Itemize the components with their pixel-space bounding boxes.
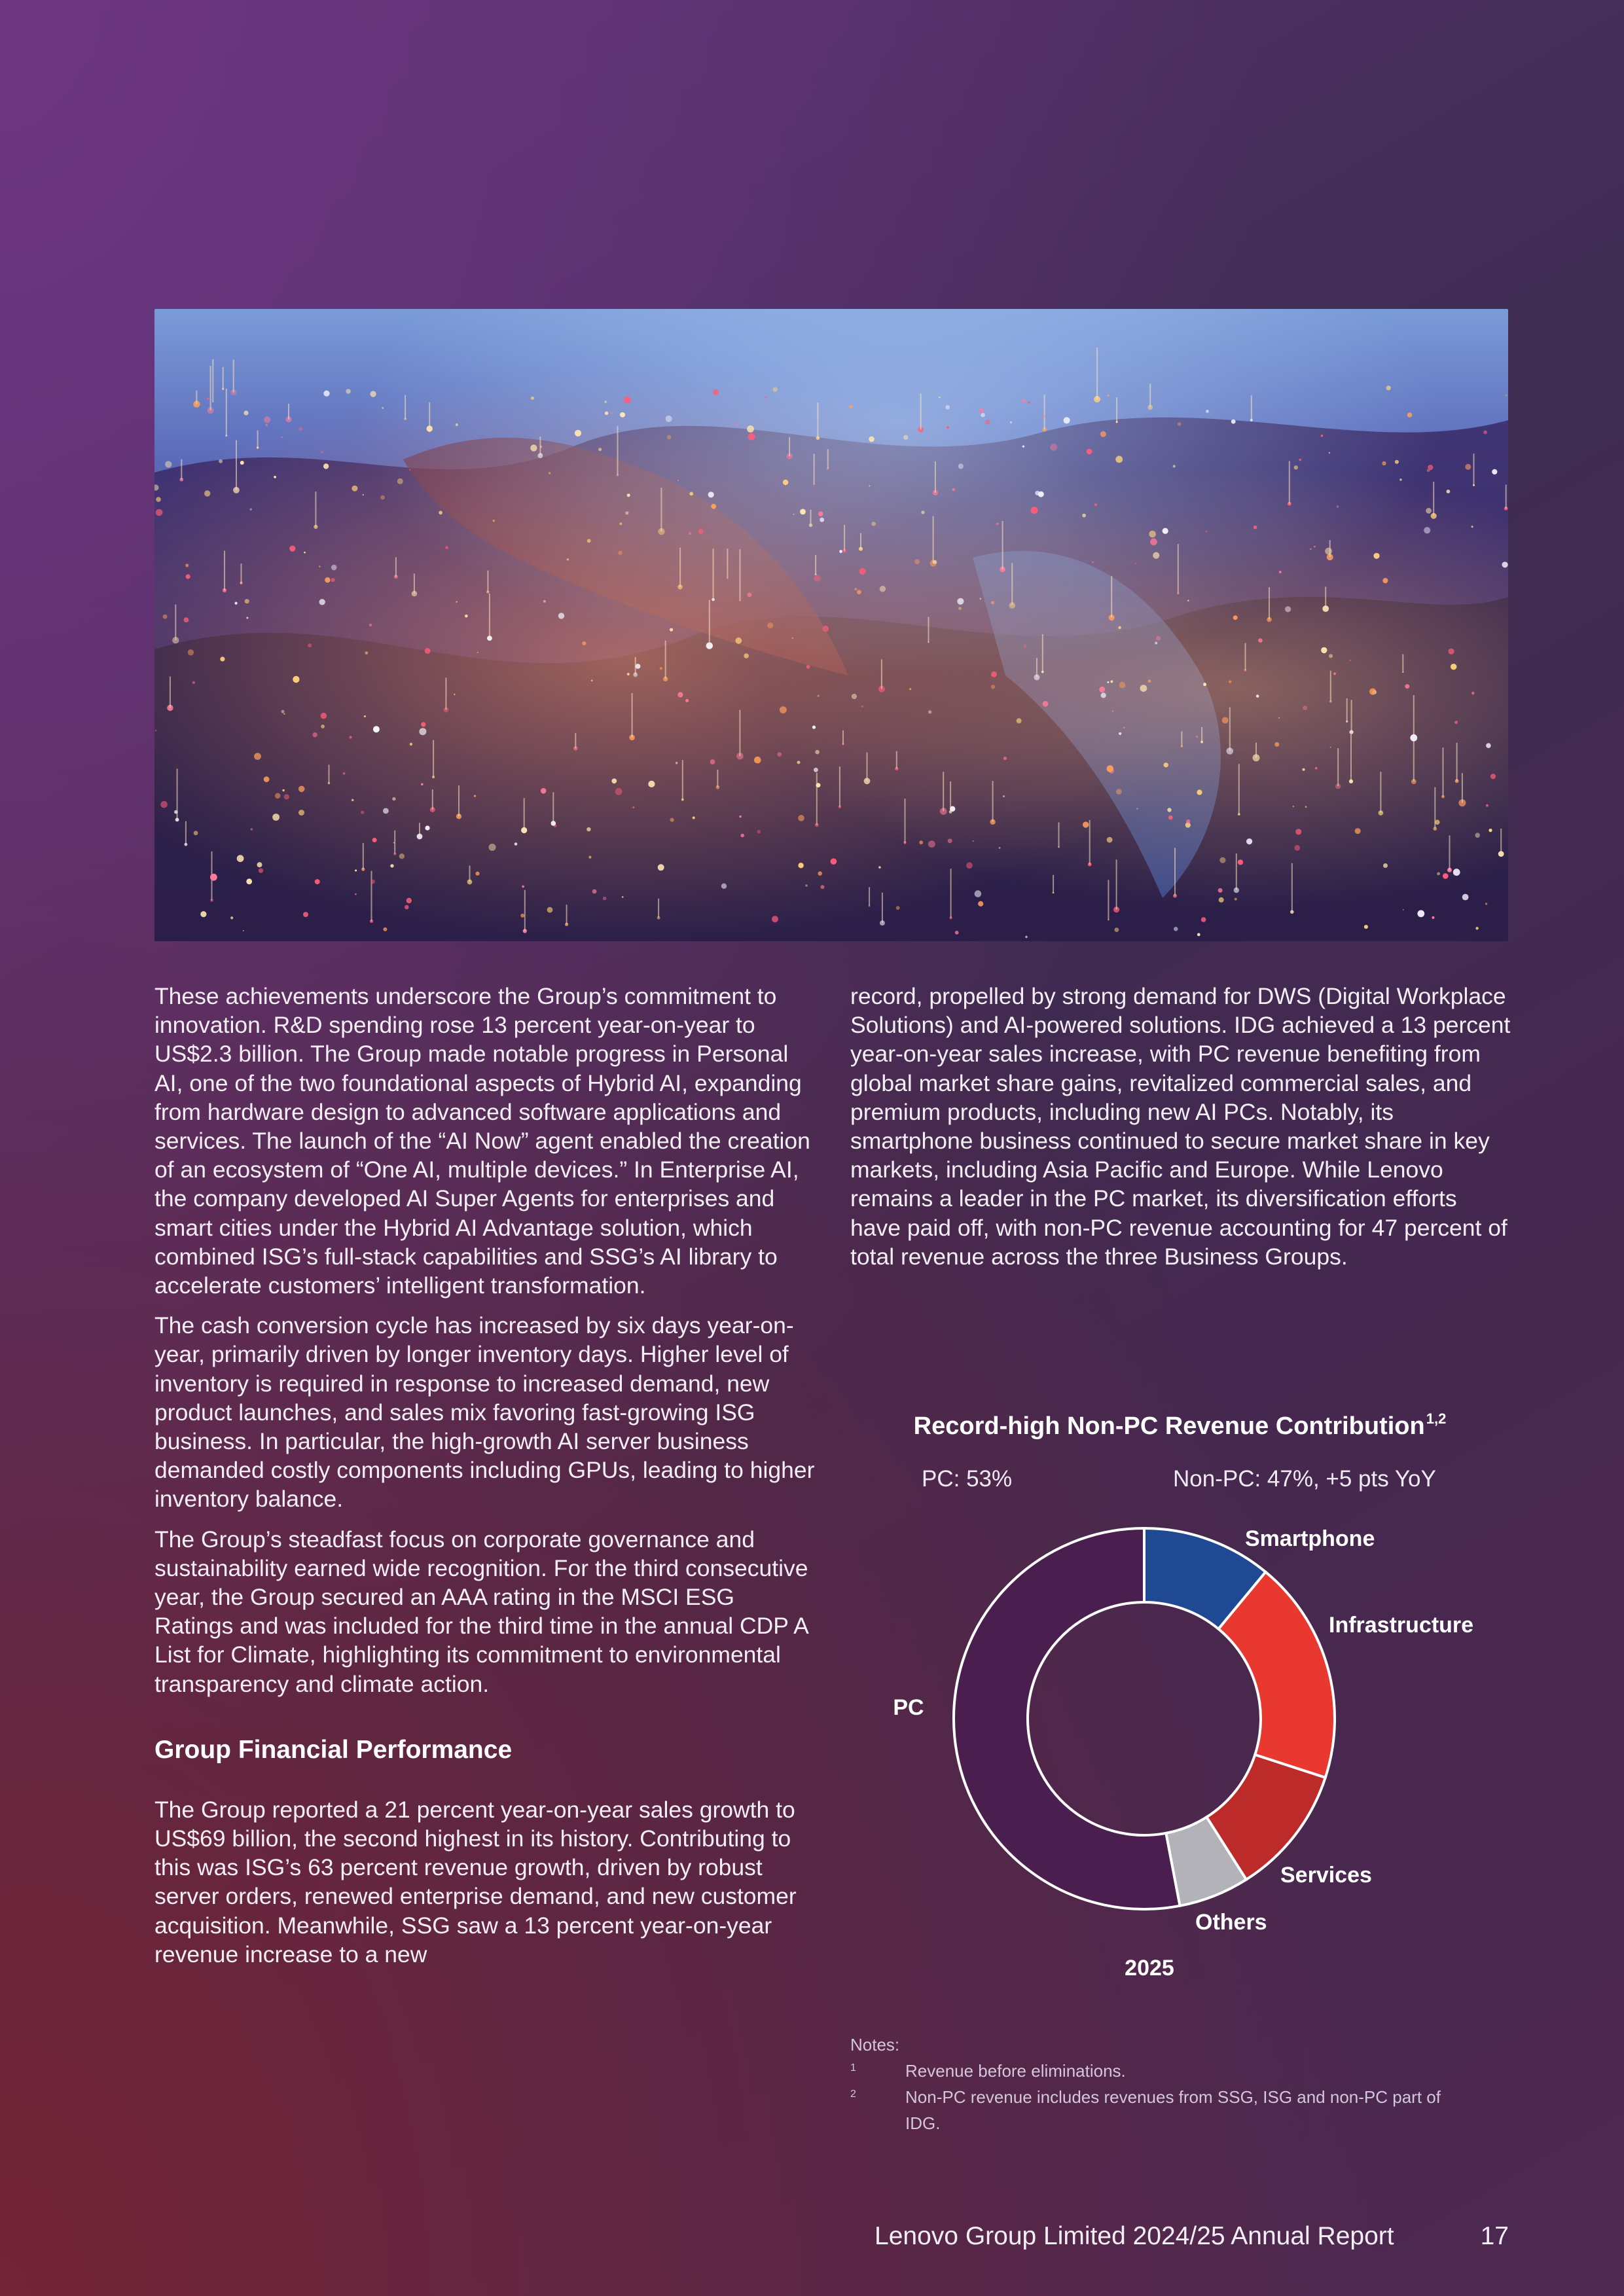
section-heading: Group Financial Performance [154,1735,513,1764]
body-paragraph: The cash conversion cycle has increased by six days year-on-year, primarily driven by longer inventory days. Higher level of inventory is required in response to increased demand, new product launches, and sales mix favoring fast-growing ISG business. In particular, the high-growth AI server business demanded costly components including GPUs, leading to higher inventory balance. [154,1312,815,1513]
page-number: 17 [1480,2222,1509,2250]
slice-label-infrastructure: Infrastructure [1329,1613,1474,1638]
body-paragraph: These achievements underscore the Group’s commitment to innovation. R&D spending rose 13 percent year-on-year to US$2.3 billion. The Group made notable progress in Personal AI, one of the two foundational aspects of Hybrid AI, expanding from hardware design to advanced software applications and services. The launch of the “AI Now” agent enabled the creation of an ecosystem of “One AI, multiple devices.” In Enterprise AI, the company developed AI Super Agents for enterprises and smart cities under the Hybrid AI Advantage solution, which combined ISG’s full-stack capabilities and SSG’s AI library to accelerate customers’ intelligent transformation. [154,983,810,1299]
notes-heading: Notes: [850,2035,900,2054]
slice-label-pc: PC [893,1695,924,1720]
slice-label-services: Services [1280,1863,1372,1888]
slice-label-others: Others [1195,1910,1267,1935]
chart-title-text: Record-high Non-PC Revenue Contribution [913,1412,1425,1440]
body-paragraph: The Group’s steadfast focus on corporate governance and sustainability earned wide recognition. For the third consecutive year, the Group secured an AAA rating in the MSCI ESG Ratings and was included for the third time in the annual CDP A List for Climate, highlighting its commitment to environmental transparency and climate action. [154,1526,808,1697]
chart-title-footnote-marker: 1,2 [1426,1410,1447,1427]
note-item [850,2058,1479,2084]
body-paragraph: record, propelled by strong demand for DWS (Digital Workplace Solutions) and AI-powered solutions. IDG achieved a 13 percent year-on-year sales increase, with PC revenue benefiting from global market share gains, revitalized commercial sales, and premium products, including new AI PCs. Notably, its smartphone business continued to secure market share in key markets, including Asia Pacific and Europe. While Lenovo remains a leader in the PC market, its diversification efforts have paid off, with non-PC revenue accounting for 47 percent of total revenue across the three Business Groups. [850,983,1511,1270]
chart-year-label: 2025 [1125,1956,1174,1981]
pc-share-label: PC: 53% [922,1466,1013,1492]
footer-report-title: Lenovo Group Limited 2024/25 Annual Report [875,2222,1394,2250]
footer [655,2219,1509,2254]
nonpc-share-label: Non-PC: 47%, +5 pts YoY [1173,1466,1436,1492]
notes [850,2032,1479,2136]
note-item [850,2084,1479,2136]
note-text: Non-PC revenue includes revenues from SSG, ISG and non-PC part of IDG. [905,2087,1441,2133]
note-marker: 2 [850,2089,856,2100]
note-marker: 1 [850,2062,856,2073]
slice-label-smartphone: Smartphone [1245,1526,1375,1551]
body-paragraph: The Group reported a 21 percent year-on-year sales growth to US$69 billion, the second highest in its history. Contributing to this was ISG’s 63 percent revenue growth, driven by robust server orders, renewed enterprise demand, and new customer acquisition. Meanwhile, SSG saw a 13 percent year-on-year revenue increase to a new [154,1796,797,1967]
note-text: Revenue before eliminations. [905,2061,1126,2081]
